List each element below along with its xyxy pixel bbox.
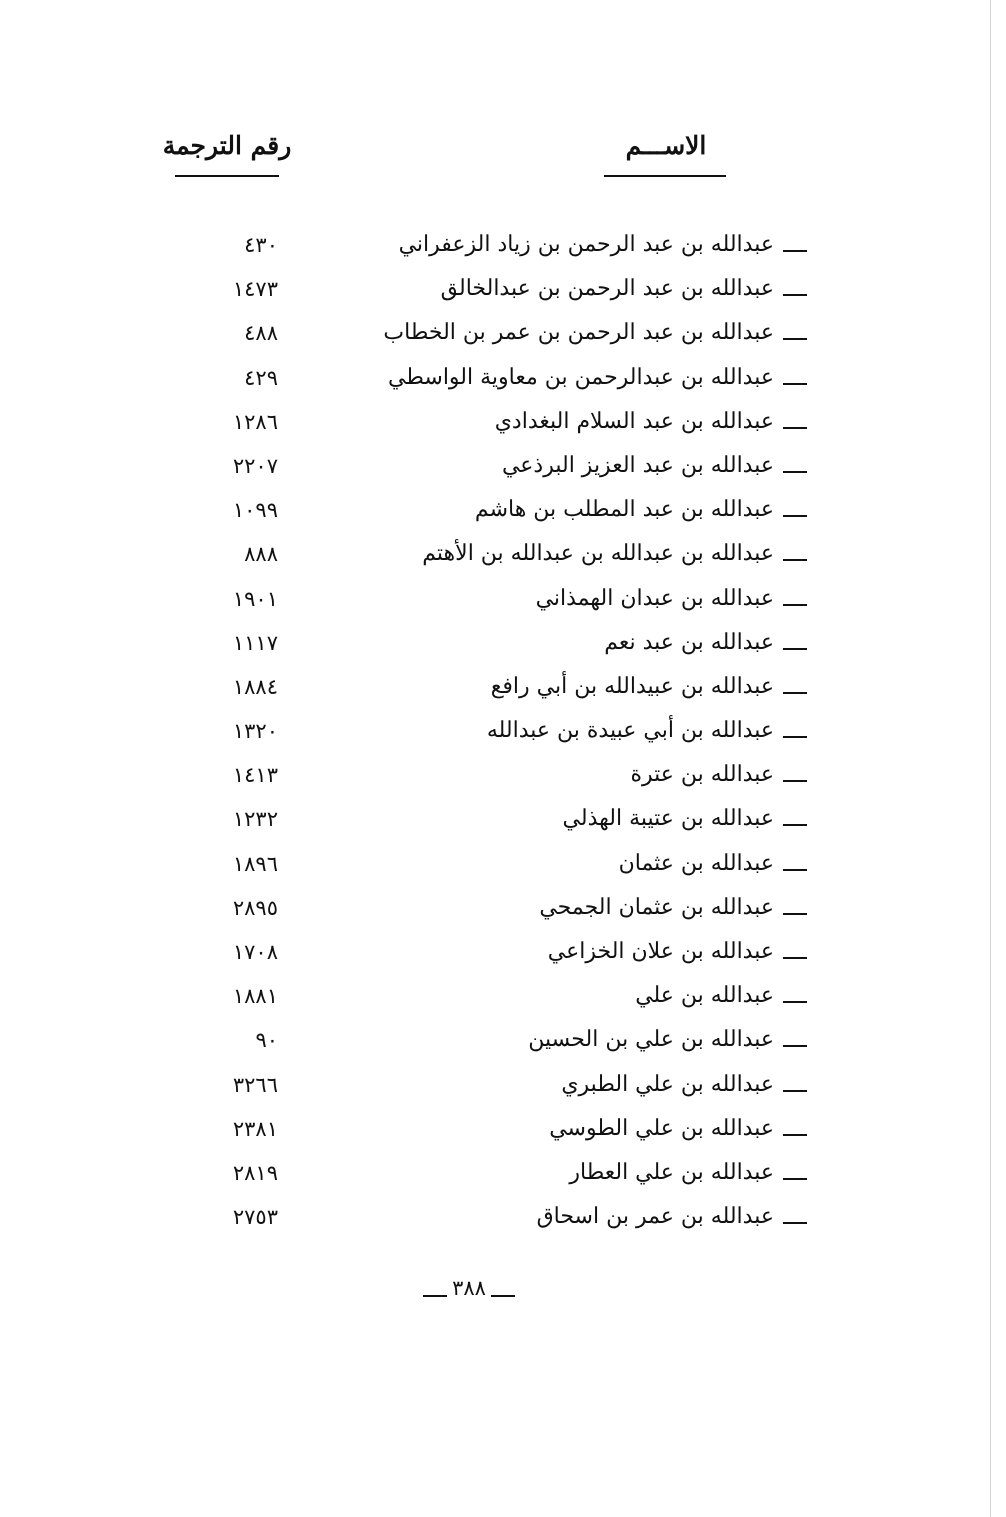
entry-number: ١٠٩٩ [232,498,278,523]
entry-name: عبدالله بن عبدالرحمن بن معاوية الواسطي [388,364,774,390]
entry-dash [783,1178,807,1180]
entry-number: ١٨٩٦ [232,851,278,876]
index-entry [0,710,1006,754]
entry-name: عبدالله بن عبد الرحمن بن عبدالخالق [440,276,774,302]
index-entry [0,1108,1006,1152]
entry-dash [783,648,807,650]
entry-name: عبدالله بن عبدان الهمذاني [535,585,774,611]
index-entry [0,312,1006,356]
entry-number: ١٤٧٣ [232,277,278,302]
entry-name: عبدالله بن علي بن الحسين [528,1027,774,1053]
footer-dash-left [423,1295,447,1297]
name-column-heading: الاســـم [625,131,707,160]
entry-number: ٢٨٩٥ [232,895,278,920]
entry-number: ٢٣٨١ [232,1116,278,1141]
index-entry [0,268,1006,312]
entry-number: ٢٨١٩ [232,1160,278,1185]
index-entry [0,445,1006,489]
index-entry [0,1152,1006,1196]
entry-number: ١١١٧ [232,630,278,655]
entry-name: عبدالله بن عبدالله بن عبدالله بن الأهتم [422,541,774,567]
index-entry [0,1064,1006,1108]
entry-name: عبدالله بن عبد المطلب بن هاشم [474,497,774,523]
entry-dash [783,957,807,959]
entry-number: ٤٨٨ [244,321,278,346]
index-entry [0,798,1006,842]
index-entry [0,622,1006,666]
number-heading-underline [175,175,279,177]
entry-number: ٤٢٩ [244,365,278,390]
index-entry [0,931,1006,975]
entry-name: عبدالله بن عثمان الجمحي [539,894,774,920]
entry-number: ٩٠ [255,1028,278,1053]
entry-name: عبدالله بن عثمان [618,850,774,876]
entry-name: عبدالله بن عمر بن اسحاق [536,1204,774,1230]
index-entry [0,401,1006,445]
entry-dash [783,604,807,606]
entry-name: عبدالله بن عبيدالله بن أبي رافع [490,673,774,699]
entry-dash [783,383,807,385]
index-entry-list [0,224,1006,1240]
entry-name: عبدالله بن عبد الرحمن بن زياد الزعفراني [398,232,774,257]
entry-name: عبدالله بن عبد السلام البغدادي [494,408,774,434]
footer-dash-right [491,1295,515,1297]
index-entry [0,533,1006,577]
index-entry [0,1196,1006,1240]
entry-number: ١٧٠٨ [232,940,278,964]
number-column-heading: رقم الترجمة [162,131,292,160]
entry-name: عبدالله بن عبد نعم [604,629,774,655]
entry-name: عبدالله بن علي [635,983,774,1009]
entry-name: عبدالله بن عترة [630,762,774,788]
index-entry [0,887,1006,931]
entry-dash [783,1001,807,1003]
entry-name: عبدالله بن أبي عبيدة بن عبدالله [486,718,774,744]
index-entry [0,1019,1006,1063]
entry-dash [783,824,807,826]
entry-name: عبدالله بن عبد الرحمن بن عمر بن الخطاب [383,320,774,346]
index-entry [0,666,1006,710]
entry-dash [783,1134,807,1136]
entry-name: عبدالله بن علي الطبري [561,1071,774,1097]
entry-dash [783,338,807,340]
entry-name: عبدالله بن علي الطوسي [549,1115,774,1141]
entry-dash [783,1045,807,1047]
entry-number: ١٢٨٦ [232,409,278,434]
entry-number: ٢٧٥٣ [232,1205,278,1230]
entry-dash [783,1222,807,1224]
index-entry [0,975,1006,1019]
index-entry [0,843,1006,887]
entry-dash [783,913,807,915]
entry-number: ١٣٢٠ [232,719,278,744]
entry-number: ١٨٨٤ [232,674,278,699]
index-entry [0,754,1006,798]
entry-dash [783,692,807,694]
index-entry [0,578,1006,622]
entry-number: ١٢٣٢ [232,807,278,832]
entry-name: عبدالله بن علان الخزاعي [547,939,774,964]
entry-name: عبدالله بن علي العطار [569,1159,774,1185]
page-number: ٣٨٨ [452,1276,486,1300]
entry-dash [783,559,807,561]
entry-dash [783,471,807,473]
entry-dash [783,250,807,252]
entry-number: ٣٢٦٦ [232,1072,278,1097]
index-entry [0,489,1006,533]
entry-dash [783,1090,807,1092]
entry-name: عبدالله بن عبد العزيز البرذعي [501,452,774,478]
index-entry [0,224,1006,268]
entry-name: عبدالله بن عتيبة الهذلي [562,806,774,832]
entry-number: ٤٣٠ [244,233,278,257]
entry-number: ١٨٨١ [232,984,278,1009]
page-footer [393,1273,543,1307]
entry-number: ١٩٠١ [232,586,278,611]
entry-number: ٢٢٠٧ [232,453,278,478]
entry-dash [783,427,807,429]
entry-dash [783,515,807,517]
entry-dash [783,780,807,782]
entry-dash [783,294,807,296]
name-heading-underline [604,175,726,177]
entry-dash [783,869,807,871]
entry-number: ٨٨٨ [244,542,278,567]
entry-dash [783,736,807,738]
index-entry [0,357,1006,401]
entry-number: ١٤١٣ [232,763,278,788]
